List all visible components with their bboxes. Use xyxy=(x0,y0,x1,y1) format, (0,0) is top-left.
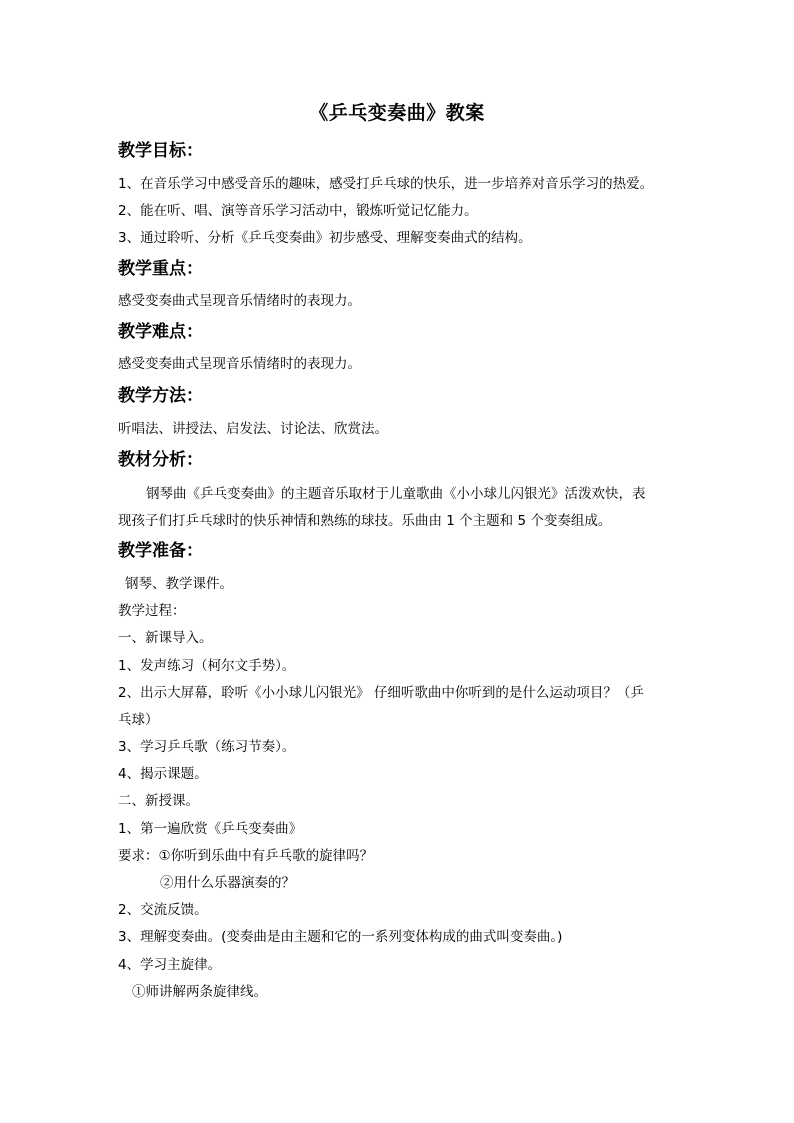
part2-requirement-1: 要求：①你听到乐曲中有乒乓歌的旋律吗？ xyxy=(118,848,374,864)
page-title: 《乒乓变奏曲》教案 xyxy=(309,102,485,124)
part2-heading: 二、新授课。 xyxy=(118,793,199,809)
key-points-heading: 教学重点： xyxy=(118,259,203,279)
methods-text: 听唱法、讲授法、启发法、讨论法、欣赏法。 xyxy=(118,421,388,437)
goal-item-2: 2、能在听、唱、演等音乐学习活动中，锻炼听觉记忆能力。 xyxy=(118,203,478,219)
goal-item-1: 1、在音乐学习中感受音乐的趣味，感受打乒乓球的快乐，进一步培养对音乐学习的热爱。 xyxy=(118,176,654,192)
process-label: 教学过程： xyxy=(118,603,186,619)
key-points-text: 感受变奏曲式呈现音乐情绪时的表现力。 xyxy=(118,293,361,309)
material-text-line-2: 现孩子们打乒乓球时的快乐神情和熟练的球技。乐曲由 1 个主题和 5 个变奏组成。 xyxy=(118,513,612,529)
goal-item-3: 3、通过聆听、分析《乒乓变奏曲》初步感受、理解变奏曲式的结构。 xyxy=(118,230,532,246)
part2-item-1: 1、第一遍欣赏《乒乓变奏曲》 xyxy=(118,821,303,837)
difficulties-text: 感受变奏曲式呈现音乐情绪时的表现力。 xyxy=(118,356,361,372)
part1-item-2-continued: 乓球） xyxy=(118,712,159,728)
difficulties-heading: 教学难点： xyxy=(118,322,203,342)
part2-item-4-sub-1: ①师讲解两条旋律线。 xyxy=(132,984,267,1000)
part2-item-4: 4、学习主旋律。 xyxy=(118,957,222,973)
goals-heading: 教学目标： xyxy=(118,141,203,161)
part2-item-3: 3、理解变奏曲。(变奏曲是由主题和它的一系列变体构成的曲式叫变奏曲。) xyxy=(118,929,563,945)
material-heading: 教材分析： xyxy=(118,450,203,470)
part1-item-1: 1、发声练习（柯尔文手势）。 xyxy=(118,658,296,674)
part1-item-2: 2、出示大屏幕，聆听《小小球儿闪银光》 仔细听歌曲中你听到的是什么运动项目？（乒 xyxy=(118,685,644,701)
part1-item-4: 4、揭示课题。 xyxy=(118,766,208,782)
preparation-text: 钢琴、教学课件。 xyxy=(125,576,233,592)
methods-heading: 教学方法： xyxy=(118,386,203,406)
material-text-line-1: 钢琴曲《乒乓变奏曲》的主题音乐取材于儿童歌曲《小小球儿闪银光》活泼欢快，表 xyxy=(146,486,646,502)
part2-item-2: 2、交流反馈。 xyxy=(118,902,208,918)
part2-requirement-2: ②用什么乐器演奏的？ xyxy=(160,875,295,891)
part1-heading: 一、新课导入。 xyxy=(118,630,213,646)
part1-item-3: 3、学习乒乓歌（练习节奏）。 xyxy=(118,739,296,755)
preparation-heading: 教学准备： xyxy=(118,541,203,561)
